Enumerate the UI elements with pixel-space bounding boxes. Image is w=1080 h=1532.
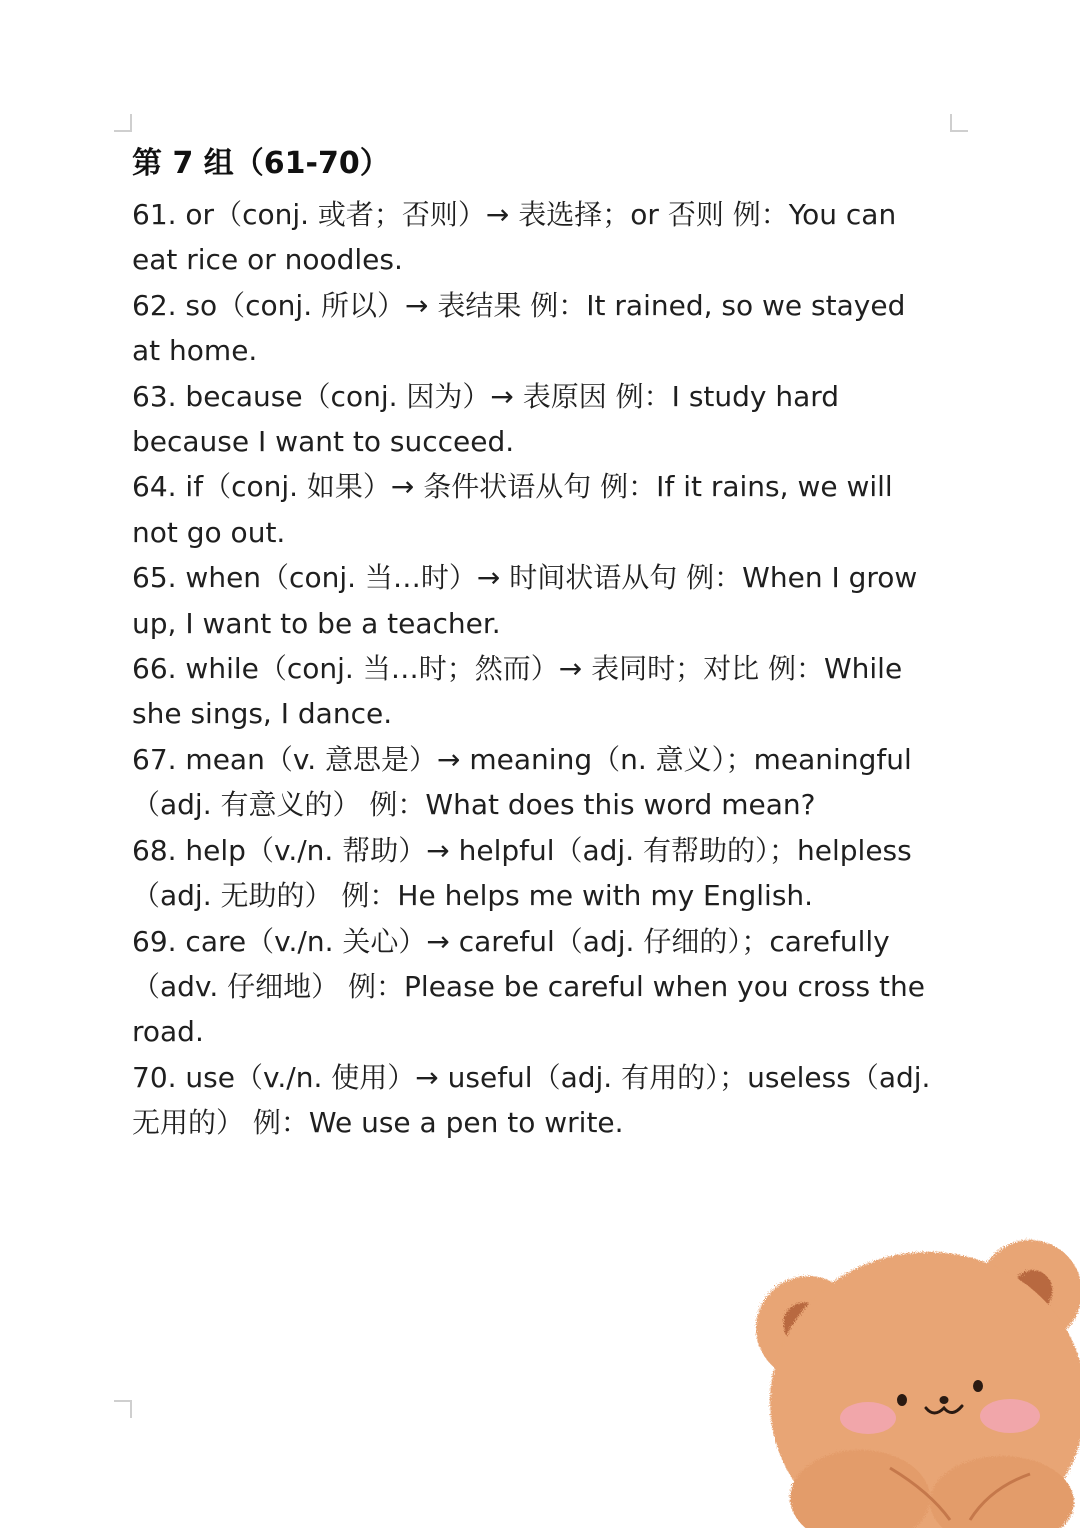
teddy-bear-icon [740,1230,1080,1528]
vocab-entry: 66. while（conj. 当…时；然而）→ 表同时；对比 例：While she sings, I dance. [132,652,903,731]
document-body [132,140,937,1146]
vocab-entry: 63. because（conj. 因为）→ 表原因 例：I study hard because I want to succeed. [132,379,840,459]
vocab-entry: 62. so（conj. 所以）→ 表结果 例：It rained, so we stayed at home. [132,288,906,368]
vocab-list [132,192,937,1146]
vocab-entry: 68. help（v./n. 帮助）→ helpful（adj. 有帮助的）；helpless（adj. 无助的） 例：He helps me with my English. [132,833,912,913]
page-title: 第 7 组（61-70） [132,146,390,181]
page-corner-mark-bottom-left [114,1400,132,1418]
vocab-entry: 61. or（conj. 或者；否则）→ 表选择；or 否则 例：You can eat rice or noodles. [132,198,897,277]
vocab-entry: 65. when（conj. 当…时）→ 时间状语从句 例：When I grow up, I want to be a teacher. [132,561,918,640]
page-corner-mark-top-right [950,114,968,132]
vocab-entry: 64. if（conj. 如果）→ 条件状语从句 例：If it rains, we will not go out. [132,470,893,549]
vocab-entry: 70. use（v./n. 使用）→ useful（adj. 有用的）；useless（adj. 无用的） 例：We use a pen to write. [132,1060,931,1140]
vocab-entry: 69. care（v./n. 关心）→ careful（adj. 仔细的）；carefully（adv. 仔细地） 例：Please be careful when you cross the road. [132,924,925,1049]
page-corner-mark-top-left [114,114,132,132]
vocab-entry: 67. mean（v. 意思是）→ meaning（n. 意义）；meaningful（adj. 有意义的） 例：What does this word mean? [132,742,912,822]
